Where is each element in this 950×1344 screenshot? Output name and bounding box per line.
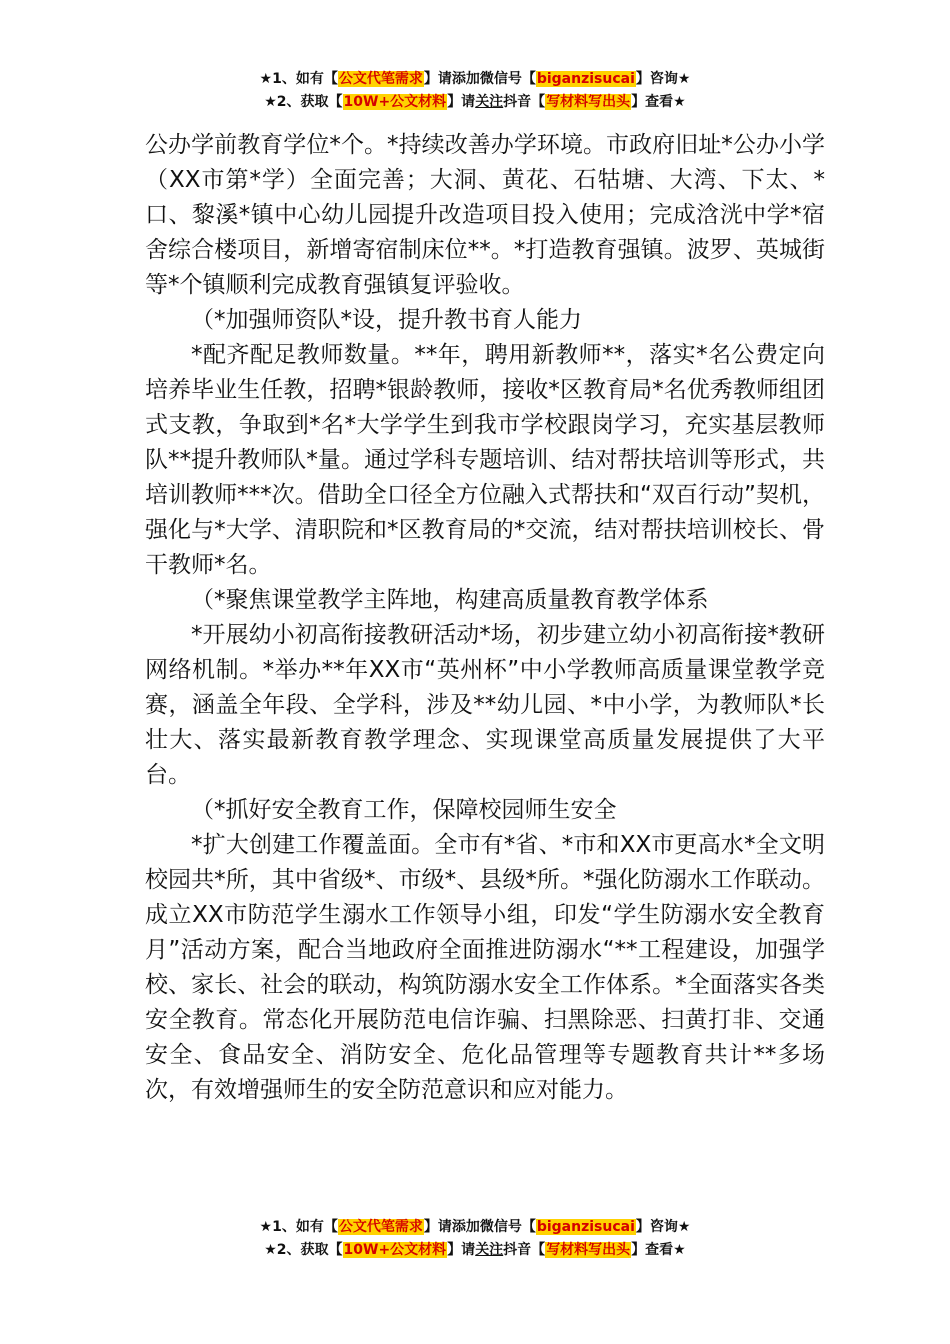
- banner-text: ★1、如有【: [259, 1219, 338, 1235]
- banner-highlight: 10W+公文材料: [343, 94, 447, 110]
- section-heading: （*聚焦课堂教学主阵地，构建高质量教育教学体系: [191, 587, 709, 613]
- bottom-banner: [0, 1216, 950, 1262]
- banner-line-2: [0, 91, 950, 114]
- document-body: [145, 128, 825, 1108]
- banner-text: 】请添加微信号【: [423, 1219, 536, 1235]
- paragraph: 公办学前教育学位*个。*持续改善办学环境。市政府旧址*公办小学（XX市第*学）全面完善；大洞、黄花、石牯塘、大湾、下太、*口、黎溪*镇中心幼儿园提升改造项目投入使用；完成浛洸中学*宿舍综合楼项目，新增寄宿制床位**。*打造教育强镇。波罗、英城街等*个镇顺利完成教育强镇复评验收。: [145, 132, 825, 298]
- banner-line-1: [0, 1216, 950, 1239]
- top-banner: [0, 68, 950, 114]
- banner-text: 】请: [447, 1242, 476, 1258]
- banner-text: ★1、如有【: [259, 71, 338, 87]
- douyin-id-highlight: 写材料写出头: [546, 1242, 631, 1258]
- banner-line-1: [0, 68, 950, 91]
- paragraph: *开展幼小初高衔接教研活动*场，初步建立幼小初高衔接*教研网络机制。*举办**年XX市“英州杯”中小学教师高质量课堂教学竞赛，涵盖全年段、全学科，涉及**幼儿园、*中小学，为教师队*长壮大、落实最新教育教学理念、实现课堂高质量发展提供了大平台。: [145, 622, 825, 788]
- banner-line-2: [0, 1239, 950, 1262]
- banner-text: 】查看★: [631, 1242, 686, 1258]
- banner-underlined-text: 关注: [475, 94, 504, 110]
- banner-text: 】请: [447, 94, 476, 110]
- banner-text: 】咨询★: [635, 1219, 691, 1235]
- banner-highlight: 公文代笔需求: [338, 71, 423, 87]
- banner-text: 】咨询★: [635, 71, 691, 87]
- section-heading: （*加强师资队*设，提升教书育人能力: [191, 307, 582, 333]
- banner-text: 抖音【: [503, 1242, 546, 1258]
- banner-text: ★2、获取【: [264, 94, 343, 110]
- banner-text: ★2、获取【: [264, 1242, 343, 1258]
- banner-text: 】请添加微信号【: [423, 71, 536, 87]
- banner-text: 】查看★: [631, 94, 686, 110]
- wechat-id-highlight: biganzisucai: [536, 1219, 635, 1235]
- paragraph: *扩大创建工作覆盖面。全市有*省、*市和XX市更高水*全文明校园共*所，其中省级*、市级*、县级*所。*强化防溺水工作联动。成立XX市防范学生溺水工作领导小组，印发“学生防溺水安全教育月”活动方案，配合当地政府全面推进防溺水“**工程建设，加强学校、家长、社会的联动，构筑防溺水安全工作体系。*全面落实各类安全教育。常态化开展防范电信诈骗、扫黑除恶、扫黄打非、交通安全、食品安全、消防安全、危化品管理等专题教育共计**多场次，有效增强师生的安全防范意识和应对能力。: [145, 832, 825, 1103]
- section-heading: （*抓好安全教育工作，保障校园师生安全: [191, 797, 617, 823]
- banner-underlined-text: 关注: [475, 1242, 504, 1258]
- wechat-id-highlight: biganzisucai: [536, 71, 635, 87]
- douyin-id-highlight: 写材料写出头: [546, 94, 631, 110]
- banner-highlight: 公文代笔需求: [338, 1219, 423, 1235]
- banner-highlight: 10W+公文材料: [343, 1242, 447, 1258]
- paragraph: *配齐配足教师数量。**年，聘用新教师**，落实*名公费定向培养毕业生任教，招聘*银龄教师，接收*区教育局*名优秀教师组团式支教，争取到*名*大学学生到我市学校跟岗学习，充实基层教师队**提升教师队*量。通过学科专题培训、结对帮扶培训等形式，共培训教师***次。借助全口径全方位融入式帮扶和“双百行动”契机，强化与*大学、清职院和*区教育局的*交流，结对帮扶培训校长、骨干教师*名。: [145, 342, 825, 578]
- banner-text: 抖音【: [503, 94, 546, 110]
